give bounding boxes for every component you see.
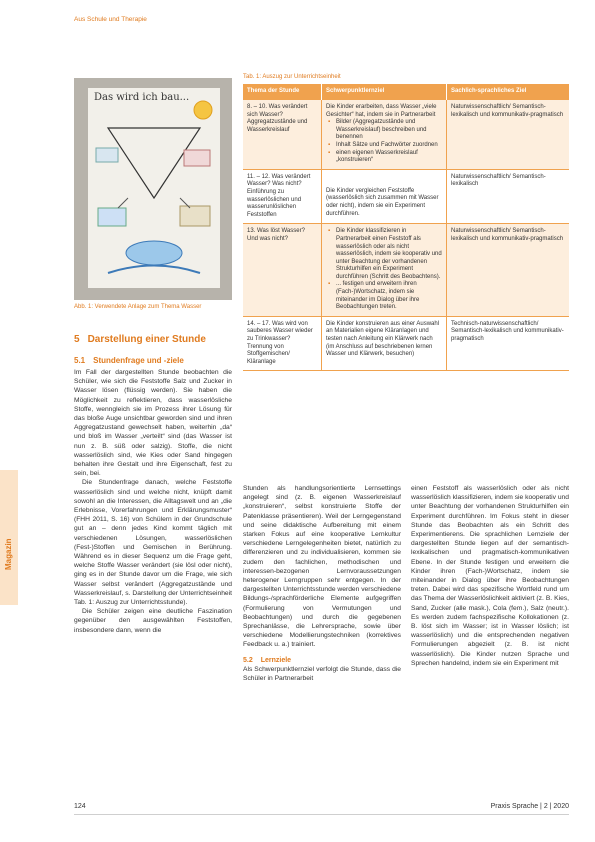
paragraph: Als Schwerpunktlernziel verfolgt die Stunde, dass die Schüler in Partnerarbeit <box>243 665 401 683</box>
side-tab <box>0 470 18 605</box>
topic-cell: 8. – 10. Was verändert sich Wasser? Aggregatzustände und Wasserkreislauf <box>243 100 322 169</box>
column-3 <box>411 484 569 668</box>
goal-item: ▪ Bilder (Aggregatzustände und Wasserkreislauf) beschreiben und benennen <box>336 119 442 142</box>
subsection-number: 5.2 <box>243 656 253 664</box>
figure-caption: Abb. 1: Verwendete Anlage zum Thema Wasser <box>74 304 202 310</box>
subsection-number: 5.1 <box>74 356 86 365</box>
table-caption: Tab. 1: Auszug zur Unterrichtseinheit <box>243 74 341 80</box>
paragraph: Stunden als handlungsorientierte Lernsettings angelegt sind (z. B. eigenen Wasserkreislauf „konstruieren“, selbst konstruierte Stoffe der Patenklasse präsentieren). Weil der Lerngegenstand und seine didaktische Aufbereitung mit einem starken Fokus auf eine kooperative Lernkultur verschiedene Lerngelegenheiten bietet, natürlich zu differenzieren und zu individualisieren, kommen sie zudem den fachlichen, methodischen und interessen-bezogenen Lernvoraussetzungen heterogener Lerngruppen sehr entgegen. In der dargestellten Unterrichtsstunde werden verschiedene Bildungs-/sprachförderliche Elemente aufgegriffen (Formulierung von Vermutungen und Beobachtungen) und durch die gegebenen Sprechanlässe, die Lehrersprache, sowie über verschiedene Modellierungstechniken (korrektives Feedback u. a.) trainiert. <box>243 485 401 649</box>
section-heading <box>74 334 206 345</box>
goal-item: ▪ Inhalt Sätze und Fachwörter zuordnen <box>336 142 442 150</box>
goal-cell <box>322 316 447 371</box>
running-head: Aus Schule und Therapie <box>74 16 147 23</box>
paragraph: einen Feststoff als wasserlöslich oder als nicht wasserlöslich klassifizieren, indem sie kooperativ und unter Beachtung der vorhandenen Strukturhilfen ein Experiment durchführen. Im Fokus steht in dieser Stunde das Beobachten als ein Schritt des Experimentierens. Die sprachlichen Lernziele der dargestellten Stunde liegen auf der semantisch-lexikalischen und pragmatisch-kommunikativen Ebene. In der Stunde festigen und erweitern die Kinder ihren (Fach-)Wortschatz, indem sie miteinander in Dialog über ihre Beobachtungen treten. Dabei wird das spezifische Wortfeld rund um das Thema der Wasserlöslichkeit aktiviert (z. B. Kies, Sand, Zucker (alle mask.), Cola (fem.), Salz (neutr.). Es werden zudem fachspezifische Kollokationen (z. B. löst sich im Wasser; ist in Wasser löslich; ist wasserlöslich) und die entsprechenden negativen Formulierungen abgezielt (z. B. ist nicht wasserlöslich). Die Kinder nutzen Sprache und Sprechen handelnd, indem sie ein Experiment mit <box>411 485 569 667</box>
goal-intro: Die Kinder erarbeiten, dass Wasser „viele Gesichter“ hat, indem sie in Partnerarbeit <box>326 104 437 118</box>
subsection-title: Lernziele <box>260 656 292 664</box>
table-header: Sachlich-sprachliches Ziel <box>447 84 570 100</box>
goal-intro: Die Kinder vergleichen Feststoffe (wasserlöslich sich zusammen mit Wasser oder nicht), indem sie ein Experiment durchführen. <box>326 187 439 217</box>
table-row <box>243 100 569 169</box>
section-number: 5 <box>74 334 80 345</box>
paragraph: Im Fall der dargestellten Stunde beobachten die Schüler, wie sich die Feststoffe Salz und Zucker in Wasser lösen (flüssig werden). Sie haben die Möglichkeit zu reflektieren, dass wasserlösliche Stoffe, wenngleich sie im Prozess ihrer Lösung für das bloße Auge unsichtbar geworden sind und ihren Aggregatzustand gewechselt haben, weiterhin „da“ und bloß im Wasser „verteilt“ sind (das Wasser ist nun z. B. süß oder salzig). Stoffe, die nicht wasserlöslich sind, wie Kies oder Sand hingegen behalten ihre Gestalt und ihre Eigenschaft, fest zu sein, bei. <box>74 369 232 478</box>
table-header: Thema der Stunde <box>243 84 322 100</box>
column-2 <box>243 484 401 683</box>
table-row <box>243 224 569 317</box>
aim-cell: Naturwissenschaftlich/ Semantisch-lexikalisch <box>447 169 570 224</box>
aim-cell: Technisch-naturwissenschaftlich/ Semantisch-lexikalisch und kommunikativ-pragmatisch <box>447 316 570 371</box>
side-tab-label: Magazin <box>4 538 13 570</box>
goal-cell <box>322 224 447 317</box>
topic-cell: 13. Was löst Wasser? Und was nicht? <box>243 224 322 317</box>
topic-cell: 14. – 17. Was wird von sauberes Wasser wieder zu Trinkwasser? Trennung von Stoffgemischen/ Kläranlage <box>243 316 322 371</box>
paragraph: Die Stundenfrage danach, welche Feststoffe wasserlöslich sind und welche nicht, knüpft damit sowohl an die Interessen, die Alltagswelt und an „die Erlebnisse, Vorerfahrungen und Erklärungsmuster“ (FHH 2011, S. 16) von Schülern in der Grundschule gut an – denn jedes Kind kommt täglich mit verschiedenen Lösungen, wasserlöslichen (Fest-)Stoffen und Gemischen in Berührung. Während es in dieser Sequenz um die Frage geht, welche Stoffe Wasser verändert (sie lösl oder nicht), ging es in der Stunde davor um die Frage, wie sich Wasser selbst verändert (Aggregatzustände und Wasserkreislauf, s. Darstellung der Unterrichtseinheit Tab. 1: Auszug zur Unterrichtsstunde). <box>74 479 232 607</box>
table-header-row <box>243 84 569 100</box>
column-1 <box>74 368 232 635</box>
subsection-title: Stundenfrage und -ziele <box>93 356 184 365</box>
paragraph: Die Schüler zeigen eine deutliche Faszination gegenüber den ausgewählten Feststoffen, insbesondere dann, wenn die <box>74 608 232 634</box>
poster <box>88 88 220 288</box>
goal-cell <box>322 100 447 169</box>
poster-title: Das wird ich bau... <box>94 92 190 103</box>
section-title: Darstellung einer Stunde <box>87 334 206 345</box>
classroom-photo <box>74 78 232 300</box>
lesson-table <box>243 84 569 371</box>
goal-intro: Die Kinder konstruieren aus einer Auswahl an Materialien eigene Kläranlagen und testen nach Anleitung ein Klärwerk nach (im Anschluss auf beschriebenen lernen Wasser und Klärwerk, besuchen) <box>326 320 440 358</box>
table-header: Schwerpunktlernziel <box>322 84 447 100</box>
goal-cell <box>322 169 447 224</box>
goal-item: ▪ ... festigen und erweitern ihren (Fach-)Wortschatz, indem sie miteinander im Dialog über ihre Beobachtungen treten. <box>336 281 442 311</box>
table-row <box>243 316 569 371</box>
subsection-heading-2 <box>243 656 401 665</box>
poster-drawing <box>88 88 220 288</box>
table-row <box>243 169 569 224</box>
footer-divider <box>74 814 569 815</box>
goal-item: ▪ einen eigenen Wasserkreislauf „konstruieren“ <box>336 150 442 165</box>
page-number: 124 <box>74 803 86 810</box>
goal-item: ▪ Die Kinder klassifizieren in Partnerarbeit einen Feststoff als wasserlöslich oder als nicht wasserlöslich, indem sie kooperativ und unter Beachtung der vorhandenen Strukturhilfen ein Experiment durchführen (Schritt des Beobachtens). <box>336 228 442 281</box>
aim-cell: Naturwissenschaftlich/ Semantisch-lexikalisch und kommunikativ-pragmatisch <box>447 100 570 169</box>
subsection-heading <box>74 356 184 365</box>
aim-cell: Naturwissenschaftlich/ Semantisch-lexikalisch und kommunikativ-pragmatisch <box>447 224 570 317</box>
journal-footer: Praxis Sprache | 2 | 2020 <box>490 803 569 810</box>
topic-cell: 11. – 12. Was verändert Wasser? Was nicht? Einführung zu wasserlöslichen und wasserunlöslichen Feststoffen <box>243 169 322 224</box>
